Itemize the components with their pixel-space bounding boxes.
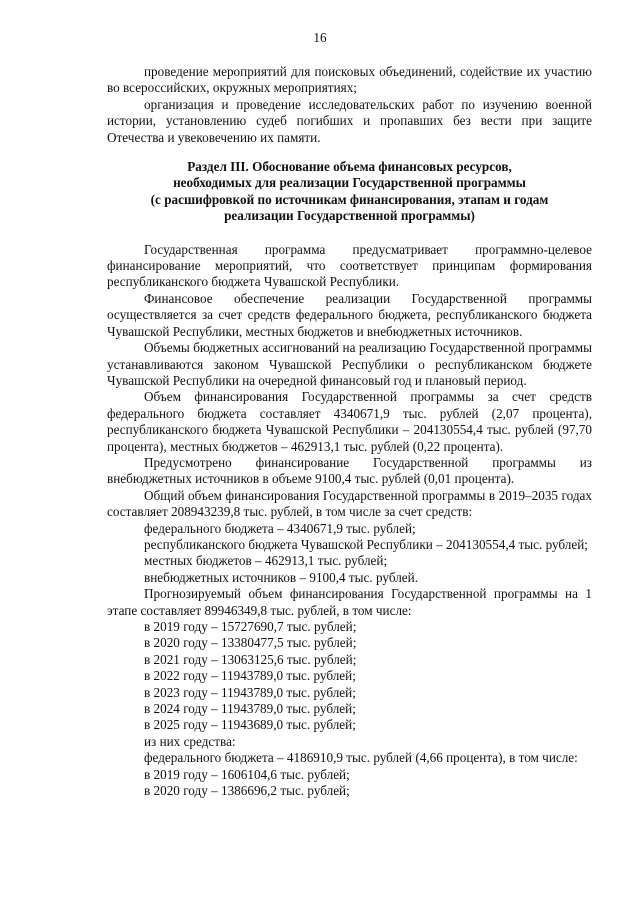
body-paragraph: Государственная программа предусматривает программно-целевое финансирование мероприятий, что соответствует принципам формирования республиканского бюджета Чувашской Республики. [107,241,592,290]
body-paragraph: Прогнозируемый объем финансирования Государственной программы на 1 этапе составляет 89946349,8 тыс. рублей, в том числе: [107,586,592,618]
document-body [107,64,592,799]
list-item: в 2025 году – 11943689,0 тыс. рублей; [144,717,356,733]
list-item: в 2024 году – 11943789,0 тыс. рублей; [144,701,356,717]
intro-paragraph: организация и проведение исследовательских работ по изучению военной истории, установлению судеб погибших и пропавших без вести при защите Отечества и увековечению их памяти. [107,96,592,145]
body-paragraph: Предусмотрено финансирование Государственной программы из внебюджетных источников в объеме 9100,4 тыс. рублей (0,01 процента). [107,454,592,487]
list-item: местных бюджетов – 462913,1 тыс. рублей; [144,553,388,569]
body-paragraph: Финансовое обеспечение реализации Государственной программы осуществляется за счет средств федерального бюджета, республиканского бюджета Чувашской Республики, местных бюджетов и внебюджетных источников. [107,290,592,339]
list-item: федерального бюджета – 4340671,9 тыс. рублей; [144,520,416,536]
section-heading-line: (с расшифровкой по источникам финансирования, этапам и годам [150,191,549,207]
body-paragraph: Объем финансирования Государственной программы за счет средств федерального бюджета составляет 4340671,9 тыс. рублей (2,07 процента), республиканского бюджета Чувашской Республики – 204130554,4 тыс. рублей (97,70 процента), местных бюджетов – 462913,1 тыс. рублей (0,22 процента). [107,389,592,454]
list-item: в 2023 году – 11943789,0 тыс. рублей; [144,684,356,700]
list-item: в 2020 году – 1386696,2 тыс. рублей; [144,783,350,799]
list-item: в 2019 году – 1606104,6 тыс. рублей; [144,766,350,782]
list-item: внебюджетных источников – 9100,4 тыс. рублей. [144,569,418,585]
list-item: в 2022 году – 11943789,0 тыс. рублей; [144,668,356,684]
list-item: в 2020 году – 13380477,5 тыс. рублей; [144,635,357,651]
section-heading-line: Раздел III. Обоснование объема финансовых ресурсов, [187,159,512,175]
section-heading [107,159,592,225]
list-item: в 2021 году – 13063125,6 тыс. рублей; [144,651,357,667]
list-item: федерального бюджета – 4186910,9 тыс. рублей (4,66 процента), в том числе: [144,750,578,766]
body-paragraph: Объемы бюджетных ассигнований на реализацию Государственной программы устанавливаются законом Чувашской Республики о республиканском бюджете Чувашской Республики на очередной финансовый год и плановый период. [107,340,592,388]
body-paragraph: Общий объем финансирования Государственной программы в 2019–2035 годах составляет 208943239,8 тыс. рублей, в том числе за счет средств: [107,487,592,520]
list-item: республиканского бюджета Чувашской Республики – 204130554,4 тыс. рублей; [144,536,588,552]
section-heading-line: реализации Государственной программы) [224,208,475,224]
list-item: из них средства: [144,733,236,749]
section-heading-line: необходимых для реализации Государственной программы [173,175,526,191]
list-item: в 2019 году – 15727690,7 тыс. рублей; [144,619,357,634]
intro-paragraph: проведение мероприятий для поисковых объединений, содействие их участию во всероссийских, окружных мероприятиях; [107,64,592,96]
page-number: 16 [313,30,327,45]
